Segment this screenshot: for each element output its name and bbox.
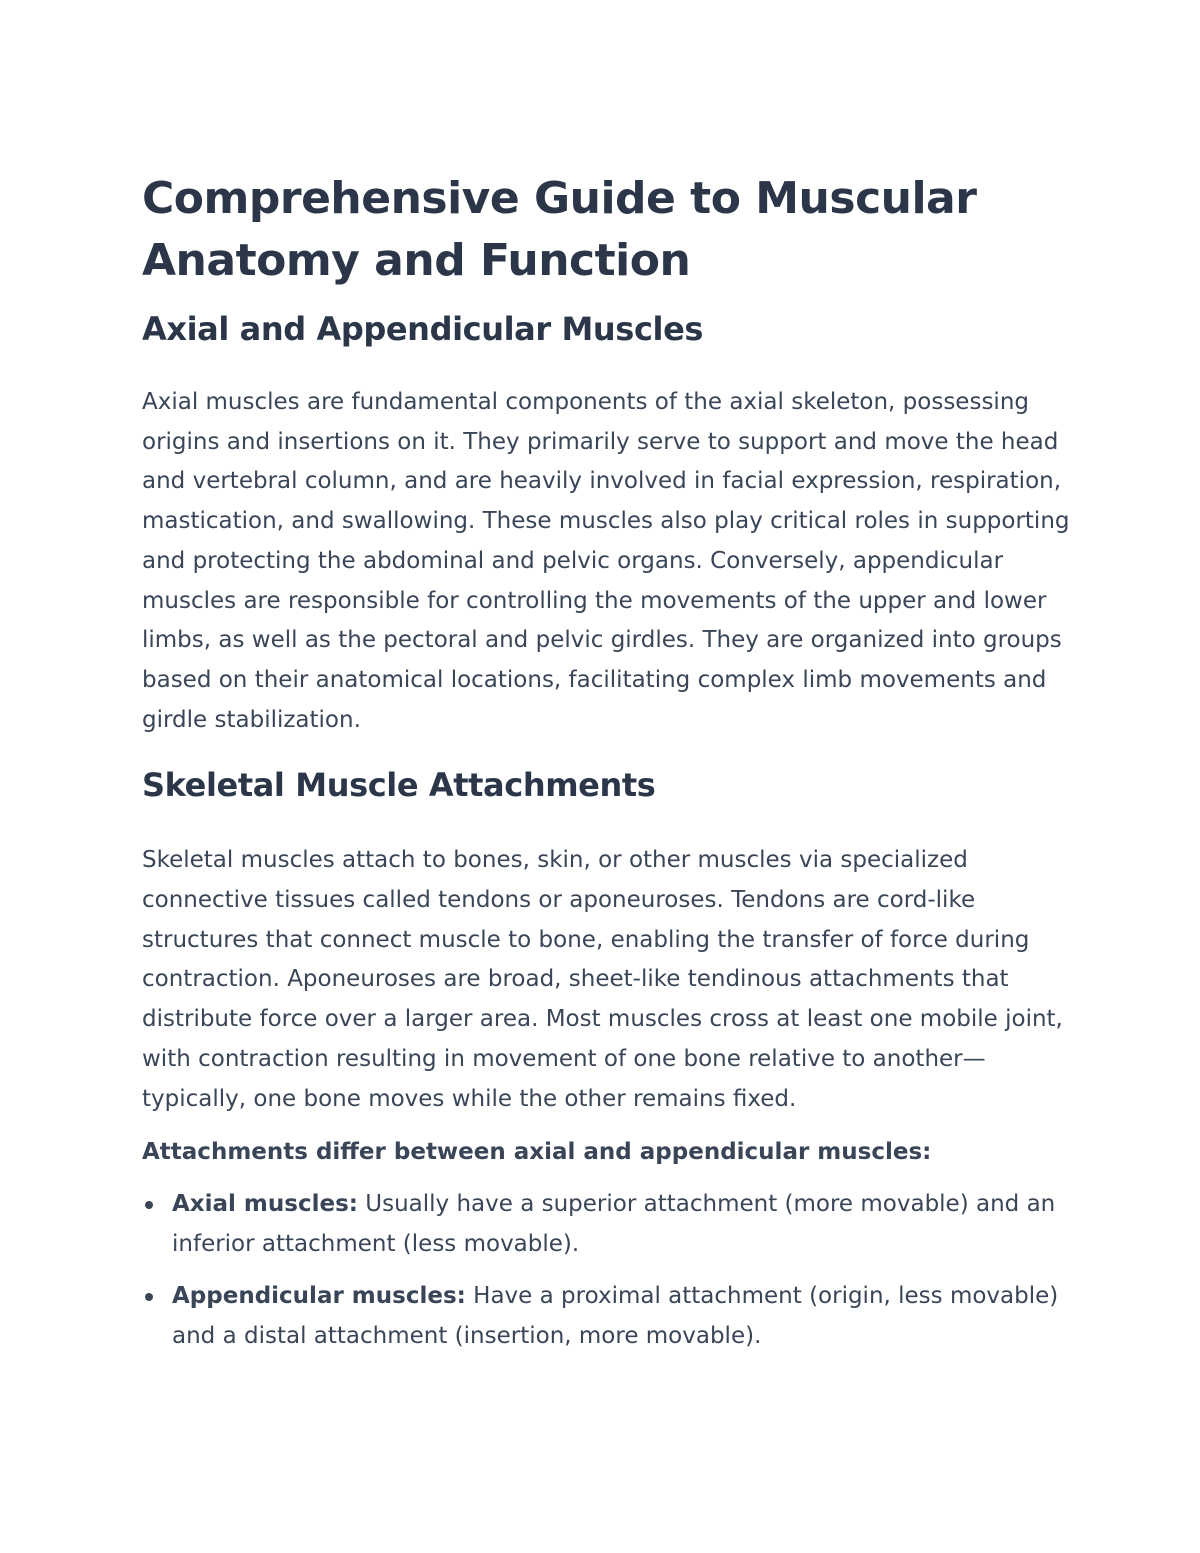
section-heading-axial-appendicular: Axial and Appendicular Muscles	[142, 310, 704, 348]
list-item-term: Axial muscles:	[172, 1190, 358, 1217]
document-title: Comprehensive Guide to Muscular Anatomy and Function	[142, 173, 977, 286]
attachments-list	[142, 1185, 1072, 1357]
list-item-term: Appendicular muscles:	[172, 1283, 466, 1310]
bullet-dot-icon	[145, 1293, 153, 1301]
section-paragraph-attachments: Skeletal muscles attach to bones, skin, or other muscles via specialized connective tissues called tendons or aponeuroses. Tendons are cord-like structures that connect muscle to bone, enabling the transfer of force during contraction. Aponeuroses are broad, sheet-like tendinous attachments that distribute force over a larger area. Most muscles cross at least one mobile joint, with contraction resulting in movement of one bone relative to another—typically, one bone moves while the other remains fixed.	[142, 847, 1063, 1112]
bullet-dot-icon	[145, 1201, 153, 1209]
attachments-lead-text: Attachments differ between axial and appendicular muscles:	[142, 1139, 932, 1166]
list-item-text: Have a proximal attachment (origin, less movable) and a distal attachment (insertion, more movable).	[172, 1283, 1059, 1350]
section-paragraph-axial-appendicular: Axial muscles are fundamental components of the axial skeleton, possessing origins and insertions on it. They primarily serve to support and move the head and vertebral column, and are heavily involved in facial expression, respiration, mastication, and swallowing. These muscles also play critical roles in supporting and protecting the abdominal and pelvic organs. Conversely, appendicular muscles are responsible for controlling the movements of the upper and lower limbs, as well as the pectoral and pelvic girdles. They are organized into groups based on their anatomical locations, facilitating complex limb movements and girdle stabilization.	[142, 389, 1070, 733]
list-item-axial	[142, 1185, 1072, 1264]
list-item-text: Usually have a superior attachment (more movable) and an inferior attachment (less movable).	[172, 1190, 1056, 1257]
list-item-appendicular	[142, 1277, 1072, 1356]
document-page	[142, 168, 1072, 1370]
section-heading-attachments: Skeletal Muscle Attachments	[142, 766, 656, 805]
